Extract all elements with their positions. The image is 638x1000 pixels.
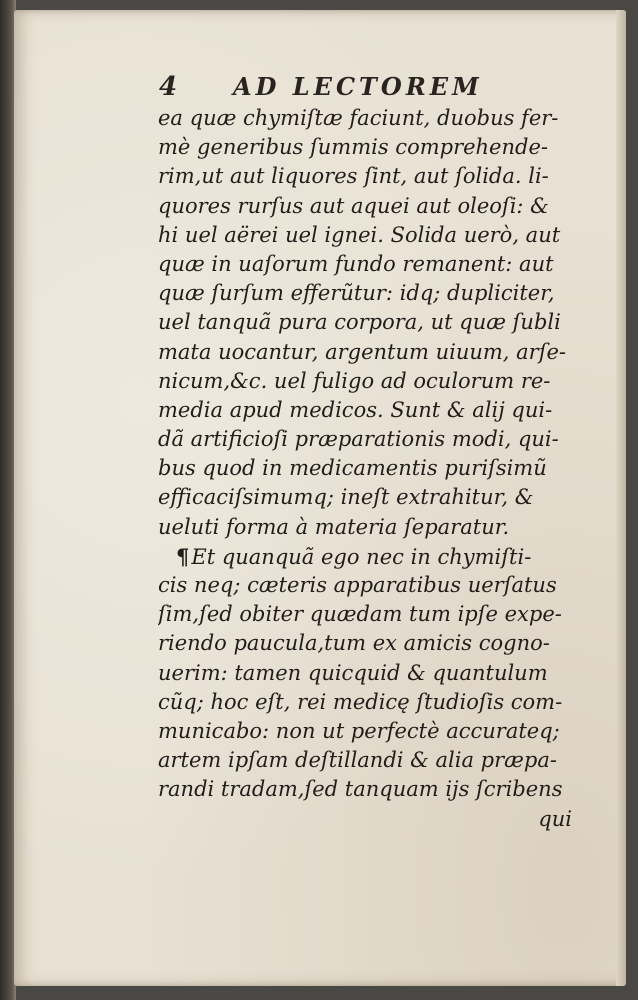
text-line: hi uel aërei uel ignei. Solida uerò, aut xyxy=(158,222,561,247)
paragraph-mark-icon: ¶ xyxy=(176,543,190,569)
text-line: ſim,ſed obiter quædam tum ipſe expe- xyxy=(158,602,562,627)
text-line: ueluti forma à materia ſeparatur. xyxy=(158,514,510,539)
running-head: AD LECTOREM xyxy=(233,72,483,101)
text-line: randi tradam,ſed tanquam ijs ſcribens xyxy=(158,777,563,802)
text-line: cis neq; cæteris apparatibus uerſatus xyxy=(158,573,557,597)
text-line: dã artificioſi præparationis modi, qui- xyxy=(158,427,559,452)
text-line: cũq; hoc eſt, rei medicę ſtudioſis com- xyxy=(158,689,563,714)
text-line: bus quod in medicamentis puriſsimũ xyxy=(158,456,547,481)
text-line: municabo: non ut perfectè accurateq; xyxy=(158,718,560,743)
paragraph-start-line xyxy=(158,542,578,571)
body-text xyxy=(158,104,578,834)
page-header xyxy=(149,68,549,104)
text-line: efficaciſsimumq; ineſt extrahitur, & xyxy=(158,485,534,510)
text-line: artem ipſam deſtillandi & alia præpa- xyxy=(158,748,557,773)
text-line: media apud medicos. Sunt & alij qui- xyxy=(158,397,553,422)
page-edge xyxy=(616,10,626,986)
page-number: 4 xyxy=(159,72,178,102)
text-line: uerim: tamen quicquid & quantulum xyxy=(158,660,548,685)
text-line: quæ ſurſum efferũtur: idq; dupliciter, xyxy=(158,281,555,306)
text-line: quores rurſus aut aquei aut oleoſi: & xyxy=(158,193,549,218)
text-line: rim,ut aut liquores ſint, aut ſolida. li- xyxy=(158,164,549,189)
text-line: uel tanquã pura corpora, ut quæ ſubli xyxy=(158,310,561,335)
text-line-content: Et quanquã ego nec in chymiſti- xyxy=(191,544,532,569)
text-line: mè generibus ſummis comprehende- xyxy=(158,135,548,160)
text-line: quæ in uaſorum fundo remanent: aut xyxy=(158,251,554,276)
text-line: mata uocantur, argentum uiuum, arſe- xyxy=(158,339,567,364)
text-line: riendo paucula,tum ex amicis cogno- xyxy=(158,631,550,656)
text-line: ea quæ chymiſtæ faciunt, duobus fer- xyxy=(158,106,559,130)
catchword: qui xyxy=(538,806,572,831)
text-line: nicum,&c. uel fuligo ad oculorum re- xyxy=(158,368,551,393)
